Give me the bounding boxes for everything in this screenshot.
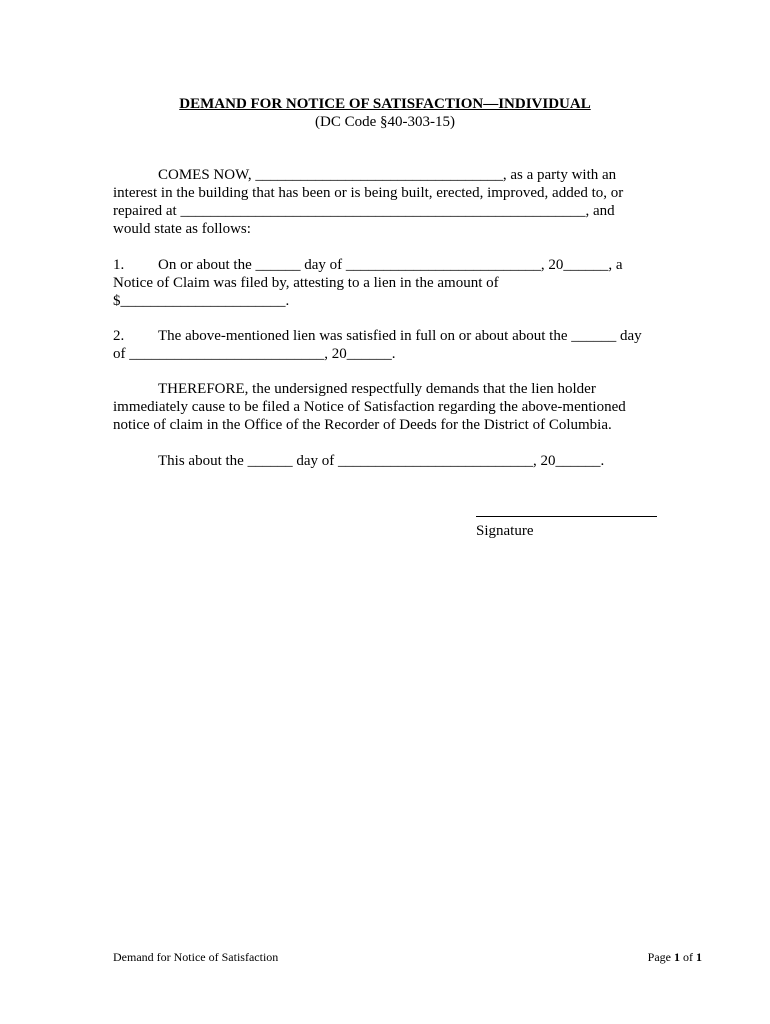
footer-document-name: Demand for Notice of Satisfaction <box>113 950 279 964</box>
item-1-number: 1. <box>113 257 125 273</box>
therefore-line-3: notice of claim in the Office of the Recorder of Deeds for the District of Columbia. <box>113 417 612 433</box>
page-current: 1 <box>674 950 680 964</box>
signature-line <box>476 516 657 517</box>
item-1-line-2: Notice of Claim was filed by, attesting to a lien in the amount of <box>113 275 499 291</box>
item-1-line-1: On or about the ______ day of __________________________, 20______, a <box>158 257 623 273</box>
intro-line-1: COMES NOW, _________________________________, as a party with an <box>158 167 617 183</box>
therefore-line-2: immediately cause to be filed a Notice of Satisfaction regarding the above-mentioned <box>113 399 626 415</box>
item-2-line-1: The above-mentioned lien was satisfied in full on or about about the ______ day <box>158 328 642 344</box>
intro-line-2: interest in the building that has been or is being built, erected, improved, added to, or <box>113 185 624 201</box>
item-2-number: 2. <box>113 328 125 344</box>
dated-line: This about the ______ day of __________________________, 20______. <box>158 453 605 469</box>
page-of: of <box>680 950 696 964</box>
document-title <box>0 95 770 113</box>
page-total: 1 <box>696 950 702 964</box>
intro-line-3: repaired at ______________________________________________________, and <box>113 203 615 219</box>
document-title-text: DEMAND FOR NOTICE OF SATISFACTION—INDIVIDUAL <box>179 96 591 112</box>
document-subtitle: (DC Code §40-303-15) <box>315 114 455 130</box>
footer-page-number <box>648 948 702 966</box>
item-2-line-2: of __________________________, 20______. <box>113 346 396 362</box>
signature-label: Signature <box>476 523 534 539</box>
page-prefix: Page <box>647 950 674 964</box>
therefore-line-1: THEREFORE, the undersigned respectfully demands that the lien holder <box>158 381 596 397</box>
item-1-line-3: $______________________. <box>113 293 290 309</box>
intro-line-4: would state as follows: <box>113 221 251 237</box>
